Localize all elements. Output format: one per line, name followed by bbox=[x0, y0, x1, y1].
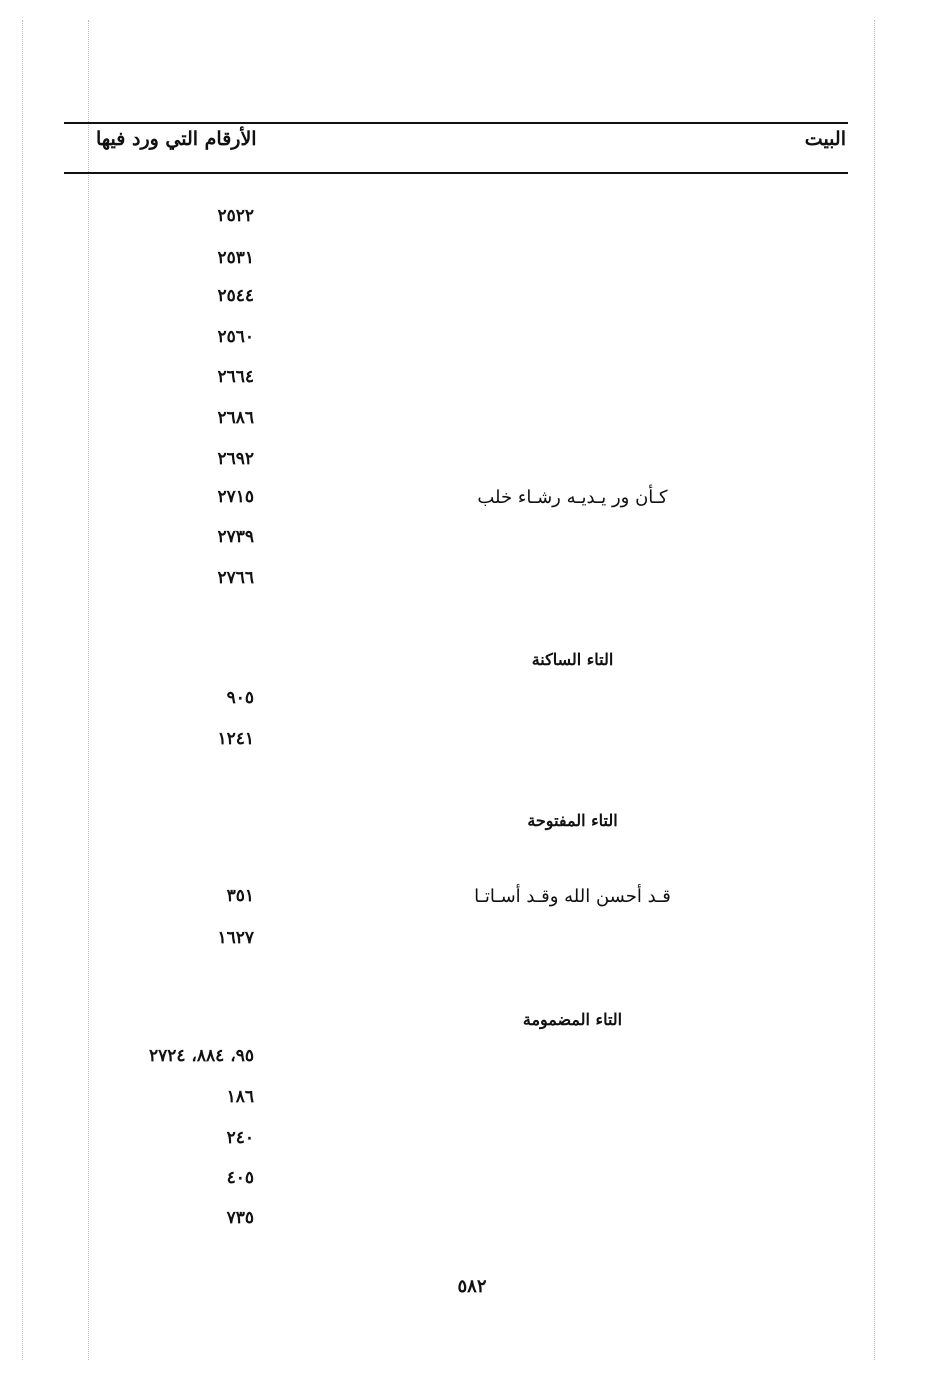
verse-refs: ٢٥٣١ bbox=[217, 248, 254, 268]
header-bottom-rule bbox=[64, 172, 848, 174]
verse-refs: ٢٥٤٤ bbox=[217, 286, 254, 306]
section-title: التاء المفتوحة bbox=[527, 811, 618, 830]
verse-refs: ٧٣٥ bbox=[226, 1208, 254, 1228]
page-number: ٥٨٢ bbox=[457, 1276, 487, 1297]
verse-refs: ٢٦٨٦ bbox=[217, 408, 254, 428]
header-top-rule bbox=[64, 122, 848, 124]
verse-refs: ٩٠٥ bbox=[226, 688, 254, 708]
verse-centered: قـد أحسن الله وقـد أسـاتـا bbox=[474, 886, 671, 907]
verse-refs: ٢٥٦٠ bbox=[217, 327, 254, 347]
header-left-label: الأرقام التي ورد فيها bbox=[96, 128, 257, 150]
verse-refs: ٢٦٦٤ bbox=[217, 367, 254, 387]
section-title: التاء الساكنة bbox=[531, 650, 614, 669]
header-right-label: البيت bbox=[804, 128, 846, 150]
verse-refs: ٩٥، ٨٨٤، ٢٧٢٤ bbox=[148, 1046, 254, 1066]
verse-centered: كـأن ور يـديـه رشـاء خلب bbox=[477, 487, 668, 508]
verse-refs: ١٨٦ bbox=[226, 1087, 254, 1107]
verse-refs: ١٢٤١ bbox=[217, 729, 254, 749]
verse-refs: ٢٧٣٩ bbox=[217, 527, 254, 547]
margin-dots-left bbox=[22, 20, 24, 1360]
verse-refs: ٢٥٢٢ bbox=[217, 206, 254, 226]
margin-dots-right bbox=[874, 20, 876, 1360]
verse-refs: ٢٤٠ bbox=[226, 1128, 254, 1148]
verse-refs: ٢٦٩٢ bbox=[217, 449, 254, 469]
verse-refs: ٤٠٥ bbox=[226, 1168, 254, 1188]
verse-refs: ٣٥١ bbox=[226, 886, 254, 906]
section-title: التاء المضمومة bbox=[522, 1010, 623, 1029]
verse-refs: ٢٧١٥ bbox=[217, 487, 254, 507]
verse-refs: ١٦٢٧ bbox=[217, 928, 254, 948]
verse-refs: ٢٧٦٦ bbox=[217, 568, 254, 588]
